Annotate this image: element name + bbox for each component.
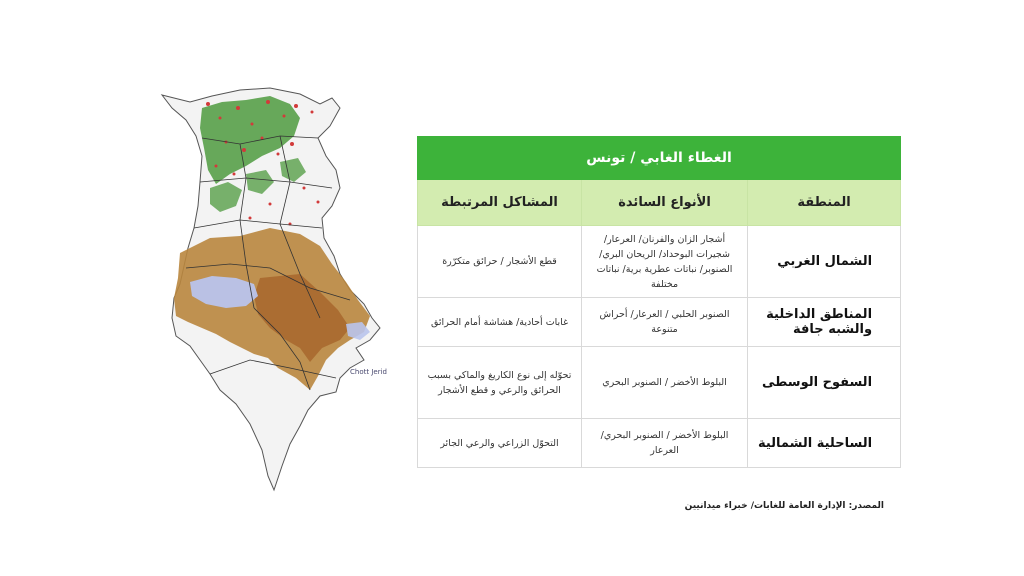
table [417,136,901,468]
forest-cover-table [417,136,900,468]
header-issues: المشاكل المرتبطة [418,180,582,226]
species-cell: أشجار الزان والفرنان/ العرعار/ شجيرات البوحداد/ الريحان البري/ الصنوبر/ نباتات عطرية برية/ نباتات مختلفة [582,226,748,298]
issues-cell: التحوّل الزراعي والرعي الجائر [418,419,582,468]
source-text: المصدر: الإدارة العامة للغابات/ خبراء ميدانيين [684,501,884,511]
region-cell: السفوح الوسطى [748,347,901,419]
region-cell: الشمال الغربي [748,226,901,298]
species-cell: البلوط الأخضر / الصنوبر البحري [582,347,748,419]
map-label-chott-jerid: Chott Jerid [350,368,387,376]
table-row [418,226,901,298]
issues-cell: قطع الأشجار / حرائق متكرّرة [418,226,582,298]
table-header-row [418,180,901,226]
table-row [418,419,901,468]
header-region: المنطقة [748,180,901,226]
table-title-row [418,137,901,180]
region-cell: الساحلية الشمالية [748,419,901,468]
species-cell: البلوط الأخضر / الصنوبر البحري/ العرعار [582,419,748,468]
table-title: الغطاء الغابي / تونس [418,137,901,180]
table-row [418,298,901,347]
tunisia-forest-map [150,78,400,498]
issues-cell: غابات أحادية/ هشاشة أمام الحرائق [418,298,582,347]
source-note [684,499,890,513]
region-cell: المناطق الداخلية والشبه جافة [748,298,901,347]
header-species: الأنواع السائدة [582,180,748,226]
issues-cell: تحوّله إلى نوع الكاريغ والماكي بسبب الحرائق والرعي و قطع الأشجار [418,347,582,419]
table-row [418,347,901,419]
species-cell: الصنوبر الحلبي / العرعار/ أحراش متنوعة [582,298,748,347]
tunisia-map-svg [150,78,400,498]
